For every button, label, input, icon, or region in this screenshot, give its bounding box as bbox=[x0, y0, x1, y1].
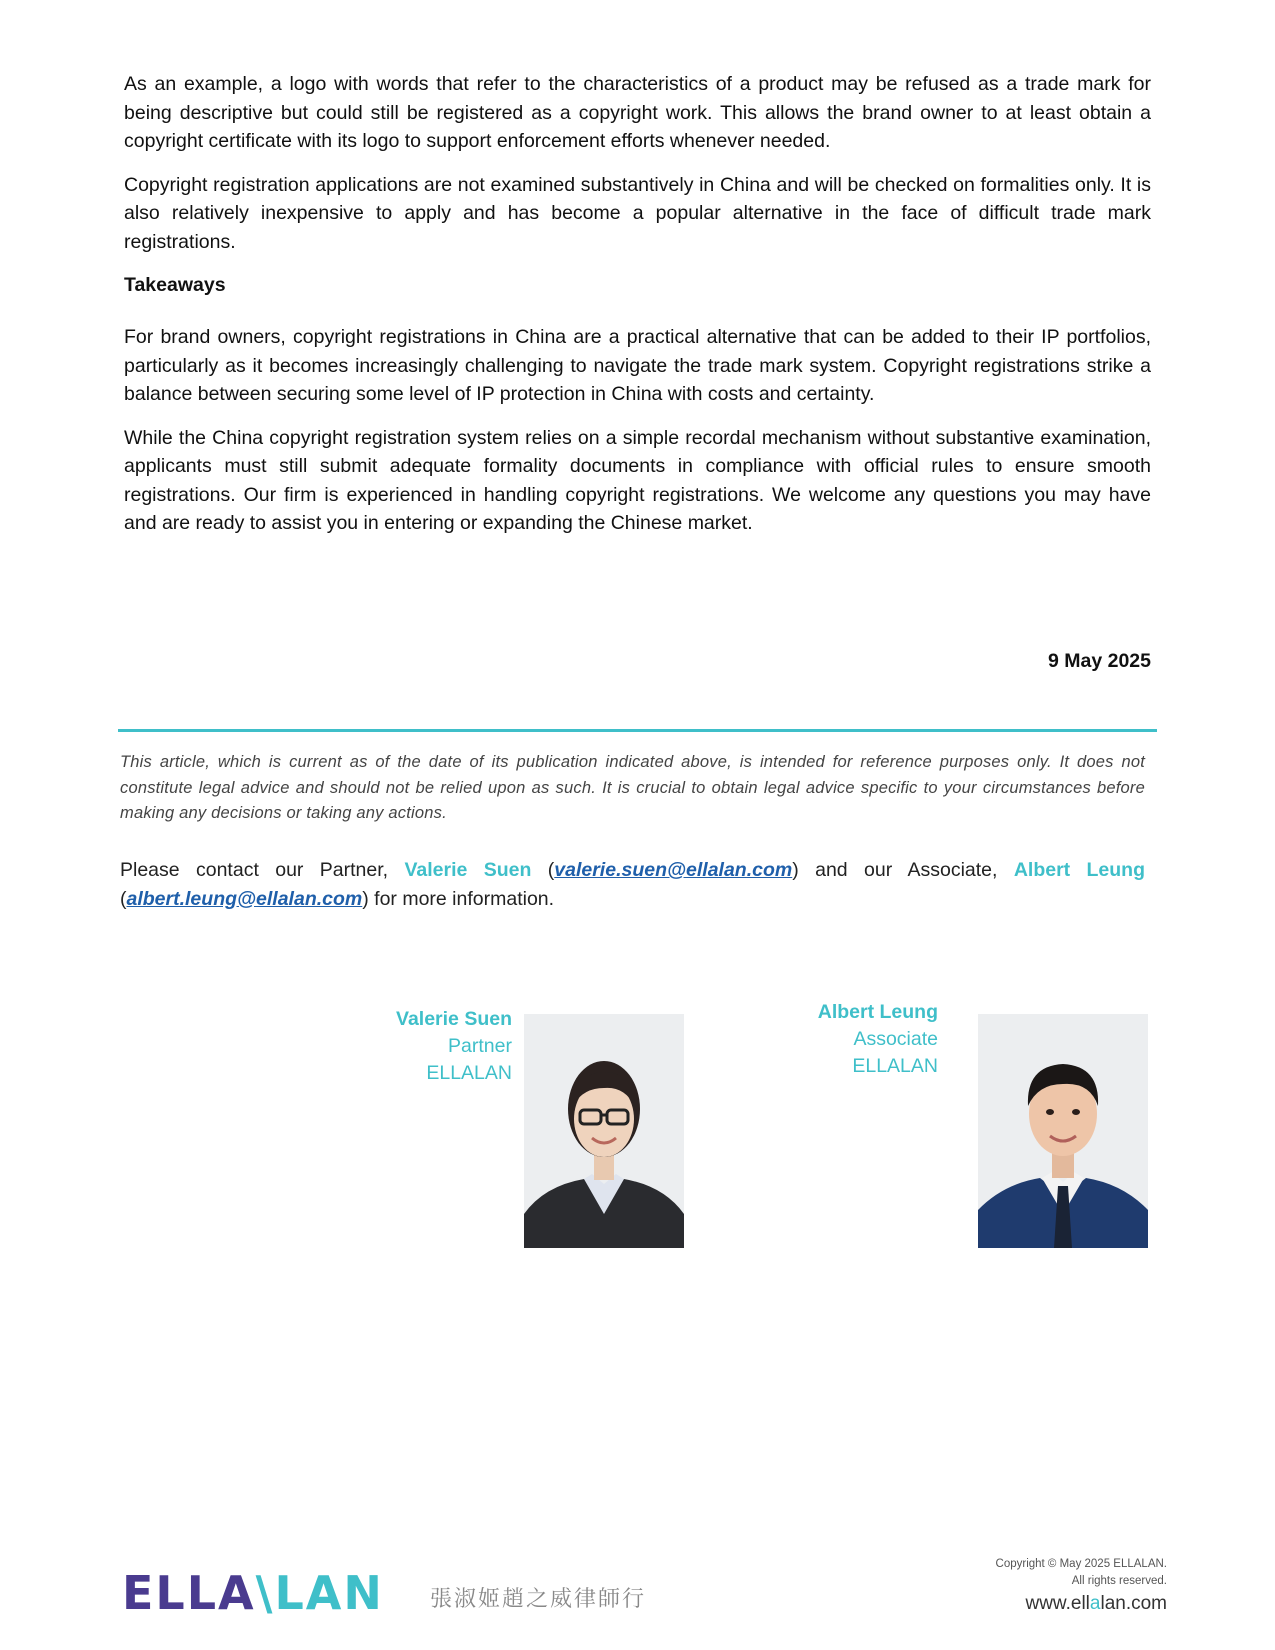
profile-name: Albert Leung bbox=[817, 1001, 938, 1023]
paragraph-4: While the China copyright registration system relies on a simple recordal mechanism without substantive examination, applicants must still submit adequate formality documents in compliance with official rules to ensure smooth registrations. Our firm is experienced in handling copyright registrations. We welcome any questions you may have and are ready to assist you in entering or expanding the Chinese market. bbox=[124, 426, 1151, 534]
website-link[interactable]: www.ellalan.com bbox=[1025, 1593, 1167, 1614]
profile-card-associate bbox=[818, 999, 938, 1080]
firm-chinese-name: 張淑姬趙之威律師行 bbox=[430, 1586, 647, 1611]
publication-date: 9 May 2025 bbox=[1048, 650, 1151, 672]
contact-text: ) for more information. bbox=[362, 887, 555, 910]
ellalan-logo: ELLA\LAN bbox=[122, 1566, 384, 1620]
portrait-photo-associate bbox=[978, 1014, 1148, 1248]
paragraph-1: As an example, a logo with words that refer to the characteristics of a product may be refused as a trade mark for being descriptive but could still be registered as a copyright work. This allows the brand owner to at least obtain a copyright certificate with its logo to support enforcement efforts whenever needed. bbox=[124, 73, 1151, 152]
contact-name-partner: Valerie Suen bbox=[404, 859, 532, 881]
contact-name-associate: Albert Leung bbox=[1013, 859, 1146, 881]
paragraph-2: Copyright registration applications are not examined substantively in China and will be checked on formalities only. It is also relatively inexpensive to apply and has become a popular alternative in the face of difficult trade mark registrations. bbox=[124, 173, 1151, 253]
profile-name: Valerie Suen bbox=[396, 1008, 512, 1030]
contact-paragraph bbox=[120, 856, 1145, 913]
contact-text: ) and our Associate, bbox=[792, 859, 1014, 881]
paragraph-3: For brand owners, copyright registrations in China are a practical alternative that can be added to their IP portfolios, particularly as it becomes increasingly challenging to navigate the trade mark system. Copyright registrations strike a balance between securing some level of IP protection in China with costs and certainty. bbox=[124, 326, 1151, 405]
email-link-partner[interactable]: valerie.suen@ellalan.com bbox=[554, 859, 793, 881]
portrait-photo-partner bbox=[524, 1014, 684, 1248]
email-link-associate[interactable]: albert.leung@ellalan.com bbox=[126, 887, 363, 910]
profile-title: Partner bbox=[448, 1035, 512, 1057]
disclaimer: This article, which is current as of the date of its publication indicated above, is intended for reference purposes only. It does not constitute legal advice and should not be relied upon as such. It is crucial to obtain legal advice specific to your circumstances before making any decisions or taking any actions. bbox=[120, 753, 1145, 822]
profile-card-partner bbox=[396, 1006, 512, 1087]
contact-text: ( bbox=[531, 859, 555, 881]
article-body bbox=[124, 70, 1151, 553]
contact-text: ( bbox=[120, 887, 127, 910]
profile-firm: ELLALAN bbox=[426, 1062, 512, 1084]
section-heading: Takeaways bbox=[124, 274, 226, 296]
copyright-notice: Copyright © May 2025 ELLALAN. All rights reserved. bbox=[995, 1558, 1167, 1587]
profile-firm: ELLALAN bbox=[852, 1055, 938, 1077]
contact-text: Please contact our Partner, bbox=[120, 859, 405, 881]
profile-title: Associate bbox=[853, 1028, 938, 1050]
divider-line bbox=[118, 729, 1157, 732]
